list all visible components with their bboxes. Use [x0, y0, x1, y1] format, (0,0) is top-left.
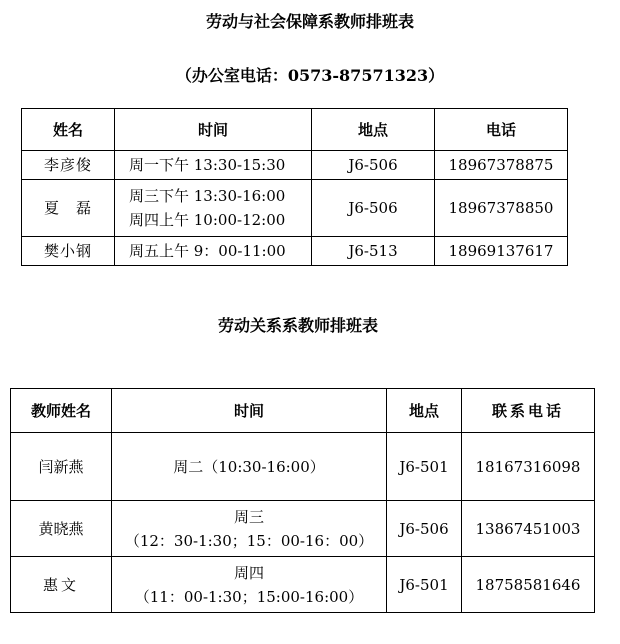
table-row — [11, 501, 595, 557]
teacher-name: 闫新燕 — [11, 433, 112, 501]
table-row — [11, 557, 595, 613]
table-header-row — [22, 109, 568, 151]
table-row — [22, 237, 568, 266]
time-line: 周四上午 10:00-12:00 — [129, 211, 286, 229]
teacher-name: 李彦俊 — [22, 151, 115, 180]
location: J6-506 — [312, 180, 435, 237]
time-slot — [115, 151, 312, 180]
header-teacher-name: 教师姓名 — [11, 389, 112, 433]
schedule-title-labor-social-security: 劳动与社会保障系教师排班表 — [205, 12, 414, 31]
time-line: 周二（10:30-16:00） — [173, 457, 325, 476]
time-line: 周五上午 9：00-11:00 — [129, 242, 286, 260]
header-time: 时间 — [112, 389, 387, 433]
header-time: 时间 — [115, 109, 312, 151]
location: J6-501 — [387, 433, 462, 501]
time-line: 周四 — [233, 563, 264, 582]
time-slot — [112, 501, 387, 557]
time-slot — [115, 237, 312, 266]
time-line: （12：30-1:30；15：00-16：00） — [124, 531, 374, 550]
header-contact-phone: 联系电话 — [462, 389, 595, 433]
time-slot — [112, 557, 387, 613]
location: J6-513 — [312, 237, 435, 266]
header-phone: 电话 — [435, 109, 568, 151]
time-line: 周三下午 13:30-16:00 — [129, 187, 286, 205]
table-row — [22, 180, 568, 237]
teacher-name: 夏 磊 — [22, 180, 115, 237]
phone-number: 18758581646 — [462, 557, 595, 613]
teacher-name: 黄晓燕 — [11, 501, 112, 557]
time-line: （11：00-1:30；15:00-16:00） — [134, 587, 364, 606]
table-row — [11, 433, 595, 501]
location: J6-506 — [387, 501, 462, 557]
phone-number: 18969137617 — [435, 237, 568, 266]
location: J6-506 — [312, 151, 435, 180]
table-header-row — [11, 389, 595, 433]
schedule-table-labor-social-security — [21, 108, 568, 266]
phone-number: 18167316098 — [462, 433, 595, 501]
schedule-title-labor-relations: 劳动关系系教师排班表 — [217, 316, 378, 335]
time-slot — [115, 180, 312, 237]
location: J6-501 — [387, 557, 462, 613]
office-phone-line: （办公室电话：0573-87571323） — [175, 66, 445, 85]
time-line: 周一下午 13:30-15:30 — [129, 156, 286, 174]
time-slot — [112, 433, 387, 501]
phone-number: 18967378875 — [435, 151, 568, 180]
schedule-table-labor-relations — [10, 388, 595, 613]
table-row — [22, 151, 568, 180]
header-location: 地点 — [387, 389, 462, 433]
header-name: 姓名 — [22, 109, 115, 151]
header-location: 地点 — [312, 109, 435, 151]
teacher-name: 樊小钢 — [22, 237, 115, 266]
time-line: 周三 — [233, 507, 264, 526]
phone-number: 18967378850 — [435, 180, 568, 237]
phone-number: 13867451003 — [462, 501, 595, 557]
teacher-name: 惠文 — [11, 557, 112, 613]
